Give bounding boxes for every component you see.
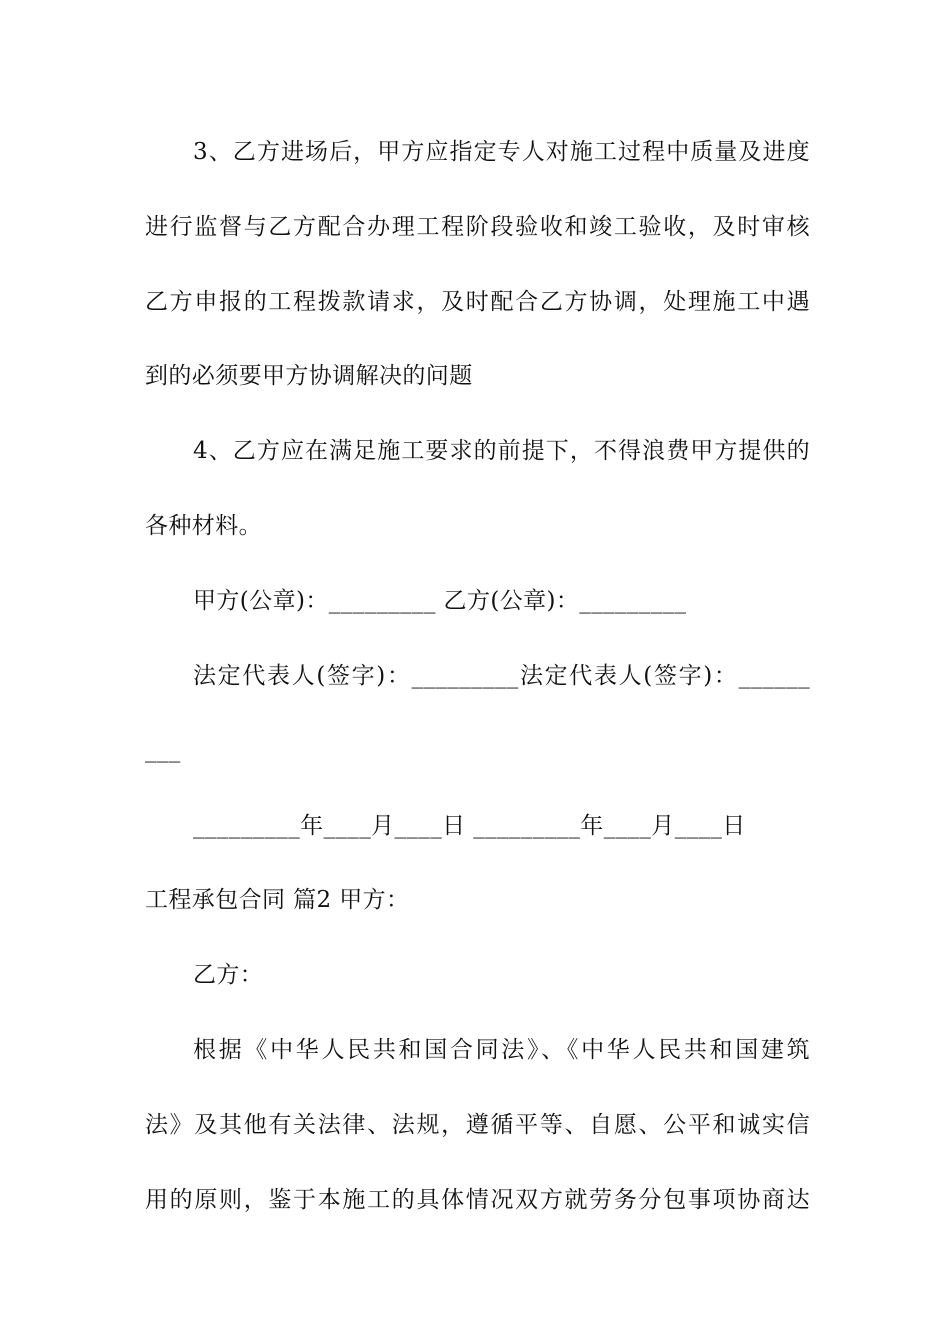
contract-heading-line: 工程承包合同 篇2 甲方： xyxy=(145,887,410,913)
signature-seal-line: 甲方(公章)：_________ 乙方(公章)：_________ xyxy=(193,588,687,614)
party-b-line: 乙方： xyxy=(193,962,264,988)
paragraph-3-line-3: 乙方申报的工程拨款请求，及时配合乙方协调，处理施工中遇 xyxy=(145,289,810,315)
preamble-line-2: 法》及其他有关法律、法规，遵循平等、自愿、公平和诚实信 xyxy=(145,1112,810,1138)
signature-representative-line: 法定代表人(签字)：_________法定代表人(签字)：______ xyxy=(193,663,810,689)
preamble-line-3: 用的原则，鉴于本施工的具体情况双方就劳务分包事项协商达 xyxy=(145,1187,810,1213)
paragraph-3-line-2: 进行监督与乙方配合办理工程阶段验收和竣工验收，及时审核 xyxy=(145,214,810,240)
paragraph-4-line-2: 各种材料。 xyxy=(145,513,262,539)
signature-date-line: _________年____月____日 _________年____月____日 xyxy=(193,813,746,839)
paragraph-4-line-1: 4、乙方应在满足施工要求的前提下，不得浪费甲方提供的 xyxy=(193,438,810,464)
preamble-line-1: 根据《中华人民共和国合同法》、《中华人民共和国建筑 xyxy=(193,1037,810,1063)
signature-representative-continuation: ___ xyxy=(145,737,181,763)
paragraph-3-line-4: 到的必须要甲方协调解决的问题 xyxy=(145,363,473,389)
paragraph-3-line-1: 3、乙方进场后，甲方应指定专人对施工过程中质量及进度 xyxy=(193,139,810,165)
